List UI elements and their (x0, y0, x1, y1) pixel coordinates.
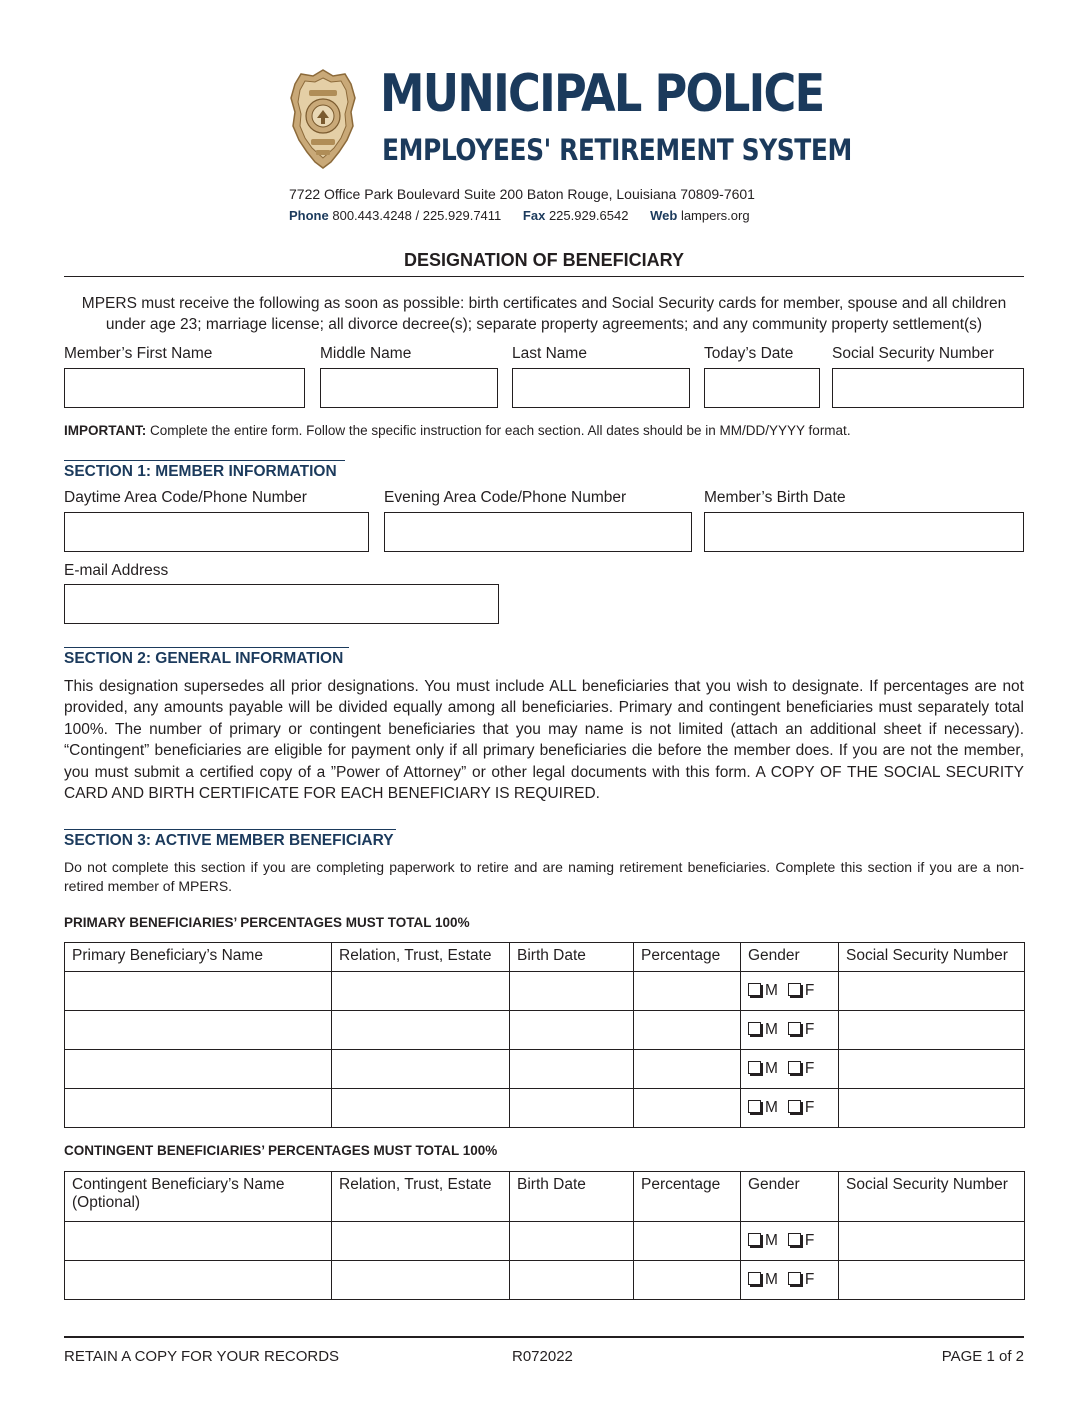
important-note (64, 423, 851, 438)
table-row (65, 1011, 1025, 1050)
column-header: Percentage (634, 943, 741, 972)
important-label: IMPORTANT: (64, 423, 147, 438)
gender-f-label: F (804, 1099, 815, 1116)
gender-m-label: M (765, 1271, 778, 1288)
gender-f-checkbox[interactable] (788, 1061, 801, 1074)
member-ssn-field[interactable] (832, 368, 1024, 408)
phone-value: 800.443.4248 / 225.929.7411 (332, 208, 502, 223)
birth-date-cell[interactable] (510, 1222, 634, 1261)
primary-table-caption: PRIMARY BENEFICIARIES’ PERCENTAGES MUST TOTAL 100% (64, 915, 470, 930)
ssn-cell[interactable] (839, 1050, 1025, 1089)
relation-cell[interactable] (332, 1222, 510, 1261)
last-name-field[interactable] (512, 368, 690, 408)
member-ssn-label: Social Security Number (832, 345, 994, 362)
evening-phone-label: Evening Area Code/Phone Number (384, 489, 627, 506)
column-header: Birth Date (510, 943, 634, 972)
column-header: Social Security Number (839, 943, 1025, 972)
gender-m-checkbox[interactable] (748, 983, 761, 996)
birth-date-cell[interactable] (510, 1011, 634, 1050)
gender-f-label: F (804, 1271, 815, 1288)
gender-f-checkbox[interactable] (788, 1022, 801, 1035)
gender-f-checkbox[interactable] (788, 1233, 801, 1246)
beneficiary-name-cell[interactable] (65, 1261, 332, 1300)
org-address: 7722 Office Park Boulevard Suite 200 Baton Rouge, Louisiana 70809-7601 (289, 186, 755, 202)
gender-cell (741, 1089, 839, 1128)
table-row (65, 1222, 1025, 1261)
footer-retain-note: RETAIN A COPY FOR YOUR RECORDS (64, 1348, 340, 1365)
gender-f-checkbox[interactable] (788, 1272, 801, 1285)
relation-cell[interactable] (332, 1050, 510, 1089)
relation-cell[interactable] (332, 1011, 510, 1050)
gender-m-label: M (765, 1099, 778, 1116)
gender-cell (741, 1011, 839, 1050)
web-label: Web (650, 208, 678, 223)
intro-text: MPERS must receive the following as soon as possible: birth certificates and Social Security cards for member, spouse and all children under age 23; marriage license; all divorce decree(s); separate property agreements; and any community property settlement(s) (81, 295, 1007, 333)
ssn-cell[interactable] (839, 1261, 1025, 1300)
percentage-cell[interactable] (634, 1089, 741, 1128)
fax-value: 225.929.6542 (548, 208, 629, 223)
beneficiary-name-cell[interactable] (65, 1089, 332, 1128)
important-text: Complete the entire form. Follow the specific instruction for each section. All dates should be in MM/DD/YYYY format. (146, 423, 851, 438)
middle-name-field[interactable] (320, 368, 498, 408)
section2-heading: SECTION 2: GENERAL INFORMATION (64, 647, 349, 668)
member-birth-date-field[interactable] (704, 512, 1024, 552)
relation-cell[interactable] (332, 972, 510, 1011)
table-row (65, 1050, 1025, 1089)
middle-name-label: Middle Name (320, 345, 412, 362)
section2-text: This designation supersedes all prior designations. You must include ALL beneficiaries that you wish to designate. If percentages are not provided, any amounts payable will be divided equally among all beneficiaries. Primary and contingent beneficiaries must separately total 100%. The number of primary or contingent beneficiaries that you may name is not limited (attach an additional sheet if necessary). “Contingent” beneficiaries are eligible for payment only if all primary beneficiaries die before the member does. If you are not the member, you must submit a certified copy of a ”Power of Attorney” or other legal documents with this form. A COPY OF THE SOCIAL SECURITY CARD AND BIRTH CERTIFICATE FOR EACH BENEFICIARY IS REQUIRED. (64, 678, 1024, 803)
gender-m-checkbox[interactable] (748, 1061, 761, 1074)
table-header-row (65, 1172, 1025, 1222)
section3-heading: SECTION 3: ACTIVE MEMBER BENEFICIARY (64, 829, 396, 850)
section3-text: Do not complete this section if you are completing paperwork to retire and are naming retirement beneficiaries. Complete this section if you are a non-retired member of MPERS. (64, 859, 1024, 894)
beneficiary-name-cell[interactable] (65, 1011, 332, 1050)
org-contact-line (289, 208, 750, 223)
first-name-label: Member’s First Name (64, 345, 213, 362)
police-badge-logo-icon (289, 68, 357, 170)
first-name-field[interactable] (64, 368, 305, 408)
beneficiary-name-cell[interactable] (65, 1222, 332, 1261)
ssn-cell[interactable] (839, 1089, 1025, 1128)
gender-f-label: F (804, 982, 815, 999)
relation-cell[interactable] (332, 1261, 510, 1300)
footer-divider (64, 1336, 1024, 1338)
todays-date-label: Today’s Date (704, 345, 794, 362)
daytime-phone-field[interactable] (64, 512, 369, 552)
percentage-cell[interactable] (634, 1050, 741, 1089)
column-header: Relation, Trust, Estate (332, 1172, 510, 1222)
ssn-cell[interactable] (839, 1011, 1025, 1050)
gender-f-checkbox[interactable] (788, 1100, 801, 1113)
member-birth-date-label: Member’s Birth Date (704, 489, 846, 506)
gender-cell (741, 1050, 839, 1089)
gender-m-checkbox[interactable] (748, 1100, 761, 1113)
gender-m-checkbox[interactable] (748, 1272, 761, 1285)
table-row (65, 1089, 1025, 1128)
birth-date-cell[interactable] (510, 1261, 634, 1300)
gender-m-label: M (765, 1232, 778, 1249)
gender-cell (741, 972, 839, 1011)
gender-m-label: M (765, 982, 778, 999)
evening-phone-field[interactable] (384, 512, 692, 552)
percentage-cell[interactable] (634, 1261, 741, 1300)
last-name-label: Last Name (512, 345, 587, 362)
column-header: Gender (741, 943, 839, 972)
daytime-phone-label: Daytime Area Code/Phone Number (64, 489, 307, 506)
footer-page-number: PAGE 1 of 2 (941, 1348, 1024, 1365)
column-header: Birth Date (510, 1172, 634, 1222)
gender-f-label: F (804, 1232, 815, 1249)
section1-heading: SECTION 1: MEMBER INFORMATION (64, 460, 345, 481)
percentage-cell[interactable] (634, 1011, 741, 1050)
form-title: DESIGNATION OF BENEFICIARY (403, 250, 684, 270)
footer-form-code: R072022 (512, 1348, 573, 1365)
title-divider (64, 276, 1024, 277)
email-field[interactable] (64, 584, 499, 624)
primary-beneficiary-table (64, 942, 1025, 1128)
gender-f-label: F (804, 1060, 815, 1077)
column-header: Social Security Number (839, 1172, 1025, 1222)
contingent-table-caption: CONTINGENT BENEFICIARIES’ PERCENTAGES MUST TOTAL 100% (64, 1143, 498, 1158)
contingent-beneficiary-table (64, 1171, 1025, 1300)
birth-date-cell[interactable] (510, 1050, 634, 1089)
org-name-line1: MUNICIPAL POLICE (380, 64, 824, 124)
ssn-cell[interactable] (839, 972, 1025, 1011)
gender-m-checkbox[interactable] (748, 1022, 761, 1035)
percentage-cell[interactable] (634, 1222, 741, 1261)
gender-m-label: M (765, 1021, 778, 1038)
gender-f-checkbox[interactable] (788, 983, 801, 996)
column-header: Gender (741, 1172, 839, 1222)
relation-cell[interactable] (332, 1089, 510, 1128)
web-link[interactable]: lampers.org (680, 208, 750, 223)
ssn-cell[interactable] (839, 1222, 1025, 1261)
percentage-cell[interactable] (634, 972, 741, 1011)
gender-cell (741, 1261, 839, 1300)
birth-date-cell[interactable] (510, 972, 634, 1011)
fax-label: Fax (522, 208, 546, 223)
email-label: E-mail Address (64, 562, 169, 579)
birth-date-cell[interactable] (510, 1089, 634, 1128)
table-row (65, 972, 1025, 1011)
gender-f-label: F (804, 1021, 815, 1038)
column-header: Percentage (634, 1172, 741, 1222)
phone-label: Phone (289, 208, 329, 223)
column-header: Relation, Trust, Estate (332, 943, 510, 972)
gender-cell (741, 1222, 839, 1261)
column-header: Primary Beneficiary’s Name (65, 943, 332, 972)
column-header: Contingent Beneficiary’s Name (Optional) (65, 1172, 332, 1222)
gender-m-checkbox[interactable] (748, 1233, 761, 1246)
todays-date-field[interactable] (704, 368, 820, 408)
table-row (65, 1261, 1025, 1300)
table-header-row (65, 943, 1025, 972)
beneficiary-name-cell[interactable] (65, 1050, 332, 1089)
org-name-line2: EMPLOYEES' RETIREMENT SYSTEM (382, 133, 852, 167)
beneficiary-name-cell[interactable] (65, 972, 332, 1011)
gender-m-label: M (765, 1060, 778, 1077)
